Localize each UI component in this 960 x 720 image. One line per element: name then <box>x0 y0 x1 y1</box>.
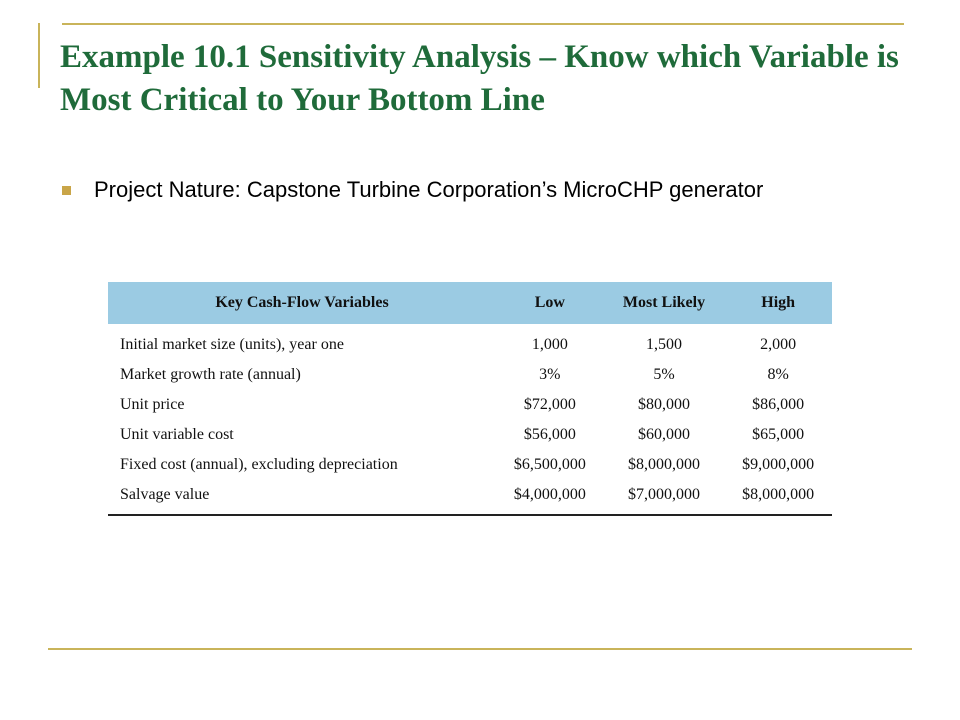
cash-flow-variables-table <box>108 282 832 516</box>
cell-most-likely: 5% <box>653 366 675 383</box>
cell-most-likely: $80,000 <box>637 396 690 413</box>
row-label: Fixed cost (annual), excluding depreciation <box>120 456 398 473</box>
table-row <box>108 450 832 480</box>
row-label: Initial market size (units), year one <box>120 336 344 353</box>
cell-most-likely: $8,000,000 <box>627 456 700 473</box>
top-accent-rule <box>62 23 904 25</box>
cell-low: $4,000,000 <box>496 480 604 515</box>
cell-most-likely: $7,000,000 <box>604 480 725 515</box>
cell-high: 8% <box>767 366 789 383</box>
square-bullet-icon <box>62 186 71 195</box>
cell-high: $65,000 <box>752 426 805 443</box>
bottom-accent-rule <box>48 648 912 650</box>
header-most-likely: Most Likely <box>622 294 706 311</box>
row-label: Unit variable cost <box>120 426 234 443</box>
header-high: High <box>761 294 796 311</box>
cell-high: $86,000 <box>752 396 805 413</box>
cell-low: 1,000 <box>531 336 568 353</box>
cell-most-likely: $60,000 <box>637 426 690 443</box>
row-label: Market growth rate (annual) <box>120 366 301 383</box>
table-row <box>108 390 832 420</box>
header-low: Low <box>534 294 565 311</box>
cell-low: $72,000 <box>523 396 576 413</box>
row-label: Unit price <box>120 396 185 413</box>
cell-low: $56,000 <box>523 426 576 443</box>
table-row <box>108 324 832 360</box>
table-row <box>108 360 832 390</box>
cell-high: $9,000,000 <box>742 456 815 473</box>
table-row <box>108 480 832 515</box>
cell-high: $8,000,000 <box>724 480 832 515</box>
cell-high: 2,000 <box>760 336 797 353</box>
bullet-text: Project Nature: Capstone Turbine Corporation’s MicroCHP generator <box>94 177 764 202</box>
row-label: Salvage value <box>108 480 496 515</box>
slide-title: Example 10.1 Sensitivity Analysis – Know which Variable is Most Critical to Your Bottom Line <box>60 39 899 118</box>
table-header-row <box>108 282 832 324</box>
left-accent-rule <box>38 23 40 88</box>
header-variable: Key Cash-Flow Variables <box>215 294 389 311</box>
cell-low: 3% <box>539 366 561 383</box>
cell-most-likely: 1,500 <box>645 336 682 353</box>
table-row <box>108 420 832 450</box>
cell-low: $6,500,000 <box>513 456 586 473</box>
